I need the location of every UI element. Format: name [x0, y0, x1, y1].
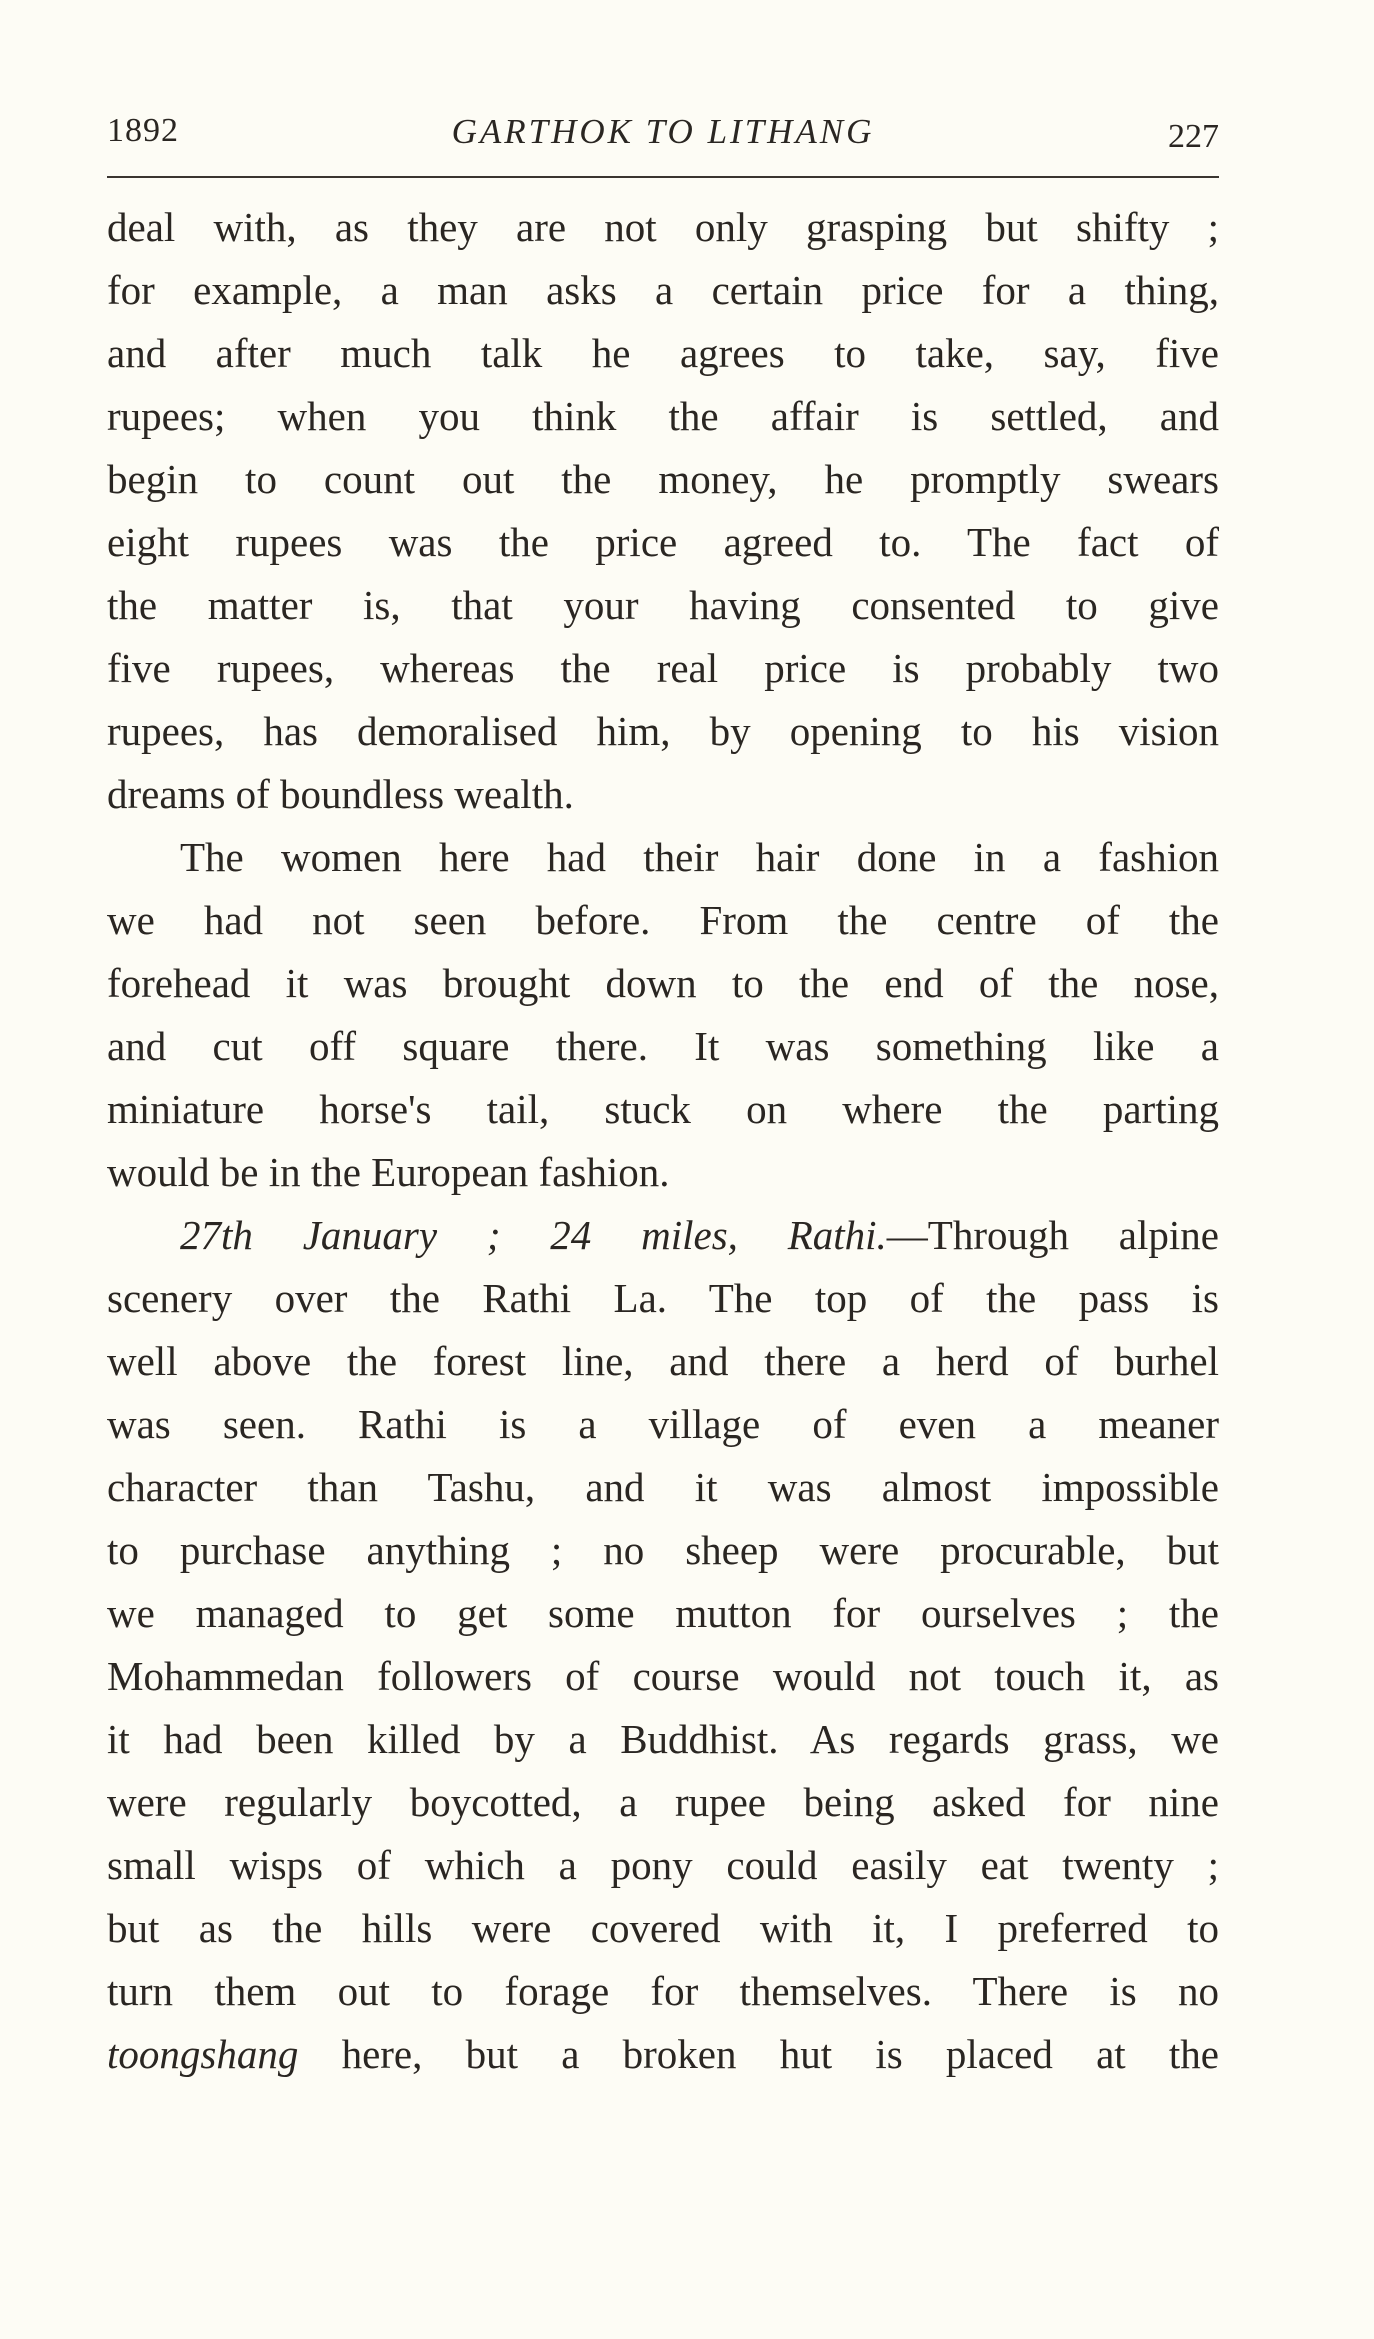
- text-line: rupees, has demoralised him, by opening to his vision: [107, 708, 1219, 754]
- text-line-italic-word: [107, 2023, 1219, 2086]
- text-line: rupees; when you think the affair is settled, and: [107, 393, 1219, 439]
- text-line: begin to count out the money, he promptly swears: [107, 456, 1219, 502]
- body-text: [107, 196, 1219, 2086]
- text-line: forehead it was brought down to the end of the nose,: [107, 960, 1219, 1006]
- running-title: GARTHOK TO LITHANG: [451, 112, 875, 151]
- text-line: scenery over the Rathi La. The top of the pass is: [107, 1275, 1219, 1321]
- text-line: eight rupees was the price agreed to. The fact of: [107, 519, 1219, 565]
- text-line: would be in the European fashion.: [107, 1149, 670, 1195]
- text-line: we had not seen before. From the centre of the: [107, 897, 1219, 943]
- text-line: it had been killed by a Buddhist. As regards grass, we: [107, 1716, 1219, 1762]
- text-line: character than Tashu, and it was almost impossible: [107, 1464, 1219, 1510]
- text-line: deal with, as they are not only grasping but shifty ;: [107, 204, 1219, 250]
- text-line: for example, a man asks a certain price for a thing,: [107, 267, 1219, 313]
- text-line: was seen. Rathi is a village of even a meaner: [107, 1401, 1219, 1447]
- text-line: and after much talk he agrees to take, say, five: [107, 330, 1219, 376]
- text-line: and cut off square there. It was something like a: [107, 1023, 1219, 1069]
- text-line-diary-entry: [107, 1204, 1219, 1267]
- text-line: Mohammedan followers of course would not touch it, as: [107, 1653, 1219, 1699]
- header-rule: [107, 176, 1219, 178]
- text-line: The women here had their hair done in a fashion: [180, 834, 1219, 880]
- text-line: but as the hills were covered with it, I preferred to: [107, 1905, 1219, 1951]
- page-header: [107, 108, 1219, 168]
- text-line: were regularly boycotted, a rupee being asked for nine: [107, 1779, 1219, 1825]
- text-line: we managed to get some mutton for ourselves ; the: [107, 1590, 1219, 1636]
- diary-line-text: —Through alpine: [886, 1212, 1219, 1258]
- text-line: well above the forest line, and there a herd of burhel: [107, 1338, 1219, 1384]
- header-year: 1892: [107, 112, 179, 149]
- page-number: 227: [1168, 118, 1219, 155]
- text-line: small wisps of which a pony could easily eat twenty ;: [107, 1842, 1219, 1888]
- diary-date-heading: 27th January ; 24 miles, Rathi.: [180, 1212, 887, 1258]
- line-rest-text: here, but a broken hut is placed at the: [298, 2031, 1219, 2077]
- italic-term: toongshang: [107, 2031, 299, 2077]
- text-line: five rupees, whereas the real price is probably two: [107, 645, 1219, 691]
- text-line: turn them out to forage for themselves. There is no: [107, 1968, 1219, 2014]
- text-line: dreams of boundless wealth.: [107, 771, 574, 817]
- text-line: to purchase anything ; no sheep were procurable, but: [107, 1527, 1219, 1573]
- text-line: miniature horse's tail, stuck on where the parting: [107, 1086, 1219, 1132]
- text-line: the matter is, that your having consented to give: [107, 582, 1219, 628]
